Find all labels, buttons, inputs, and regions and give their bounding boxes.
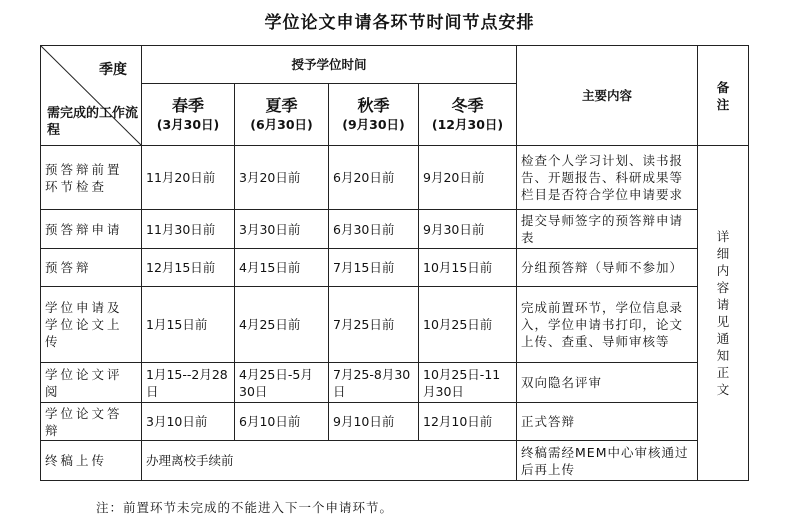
autumn-cell: 9月10日前 (329, 403, 419, 441)
summer-cell: 4月25日前 (235, 287, 329, 363)
footnote: 注：前置环节未完成的不能进入下一个申请环节。 (96, 500, 394, 515)
spring-cell: 12月15日前 (142, 249, 235, 287)
winter-cell: 10月25日-11月30日 (419, 363, 517, 403)
autumn-cell: 7月25-8月30日 (329, 363, 419, 403)
autumn-cell: 6月20日前 (329, 146, 419, 210)
summer-cell: 4月15日前 (235, 249, 329, 287)
content-cell: 终稿需经MEM中心审核通过后再上传 (517, 441, 698, 481)
process-cell: 学位申请及学位论文上传 (41, 287, 142, 363)
season-summer: 夏季 (6月30日) (235, 84, 329, 146)
diag-season-label: 季度 (99, 62, 127, 78)
remarks-header: 备注 (698, 46, 749, 146)
winter-cell: 10月15日前 (419, 249, 517, 287)
content-cell: 完成前置环节，学位信息录入，学位申请书打印，论文上传、查重、导师审核等 (517, 287, 698, 363)
winter-cell: 9月20日前 (419, 146, 517, 210)
process-cell: 学位论文评阅 (41, 363, 142, 403)
table-row (41, 287, 749, 363)
table-row (41, 441, 749, 481)
summer-cell: 6月10日前 (235, 403, 329, 441)
content-cell: 分组预答辩（导师不参加） (517, 249, 698, 287)
summer-cell: 4月25日-5月30日 (235, 363, 329, 403)
remark-cell: 详细内容请见通知正文 (698, 146, 749, 481)
winter-cell: 9月30日前 (419, 210, 517, 249)
process-cell: 终稿上传 (41, 441, 142, 481)
spring-cell: 11月20日前 (142, 146, 235, 210)
spring-cell: 1月15日前 (142, 287, 235, 363)
table-row (41, 363, 749, 403)
merged-time-cell: 办理离校手续前 (142, 441, 517, 481)
winter-cell: 10月25日前 (419, 287, 517, 363)
summer-cell: 3月30日前 (235, 210, 329, 249)
page-title: 学位论文申请各环节时间节点安排 (264, 13, 535, 33)
autumn-cell: 6月30日前 (329, 210, 419, 249)
content-cell: 检查个人学习计划、读书报告、开题报告、科研成果等栏目是否符合学位申请要求 (517, 146, 698, 210)
diag-process-label: 需完成的工作流程 (47, 106, 139, 138)
season-spring: 春季 (3月30日) (142, 84, 235, 146)
content-cell: 正式答辩 (517, 403, 698, 441)
season-autumn: 秋季 (9月30日) (329, 84, 419, 146)
summer-cell: 3月20日前 (235, 146, 329, 210)
table-row (41, 146, 749, 210)
autumn-cell: 7月15日前 (329, 249, 419, 287)
spring-cell: 11月30日前 (142, 210, 235, 249)
spring-cell: 3月10日前 (142, 403, 235, 441)
main-content-header: 主要内容 (517, 46, 698, 146)
process-cell: 预答辩申请 (41, 210, 142, 249)
content-cell: 提交导师签字的预答辩申请表 (517, 210, 698, 249)
schedule-table (40, 45, 749, 481)
grant-time-header: 授予学位时间 (142, 46, 517, 84)
winter-cell: 12月10日前 (419, 403, 517, 441)
table-row (41, 403, 749, 441)
diagonal-header-cell (41, 46, 142, 146)
table-row (41, 210, 749, 249)
autumn-cell: 7月25日前 (329, 287, 419, 363)
process-cell: 学位论文答辩 (41, 403, 142, 441)
spring-cell: 1月15--2月28日 (142, 363, 235, 403)
process-cell: 预答辩 (41, 249, 142, 287)
content-cell: 双向隐名评审 (517, 363, 698, 403)
season-winter: 冬季 (12月30日) (419, 84, 517, 146)
process-cell: 预答辩前置环节检查 (41, 146, 142, 210)
table-row (41, 249, 749, 287)
